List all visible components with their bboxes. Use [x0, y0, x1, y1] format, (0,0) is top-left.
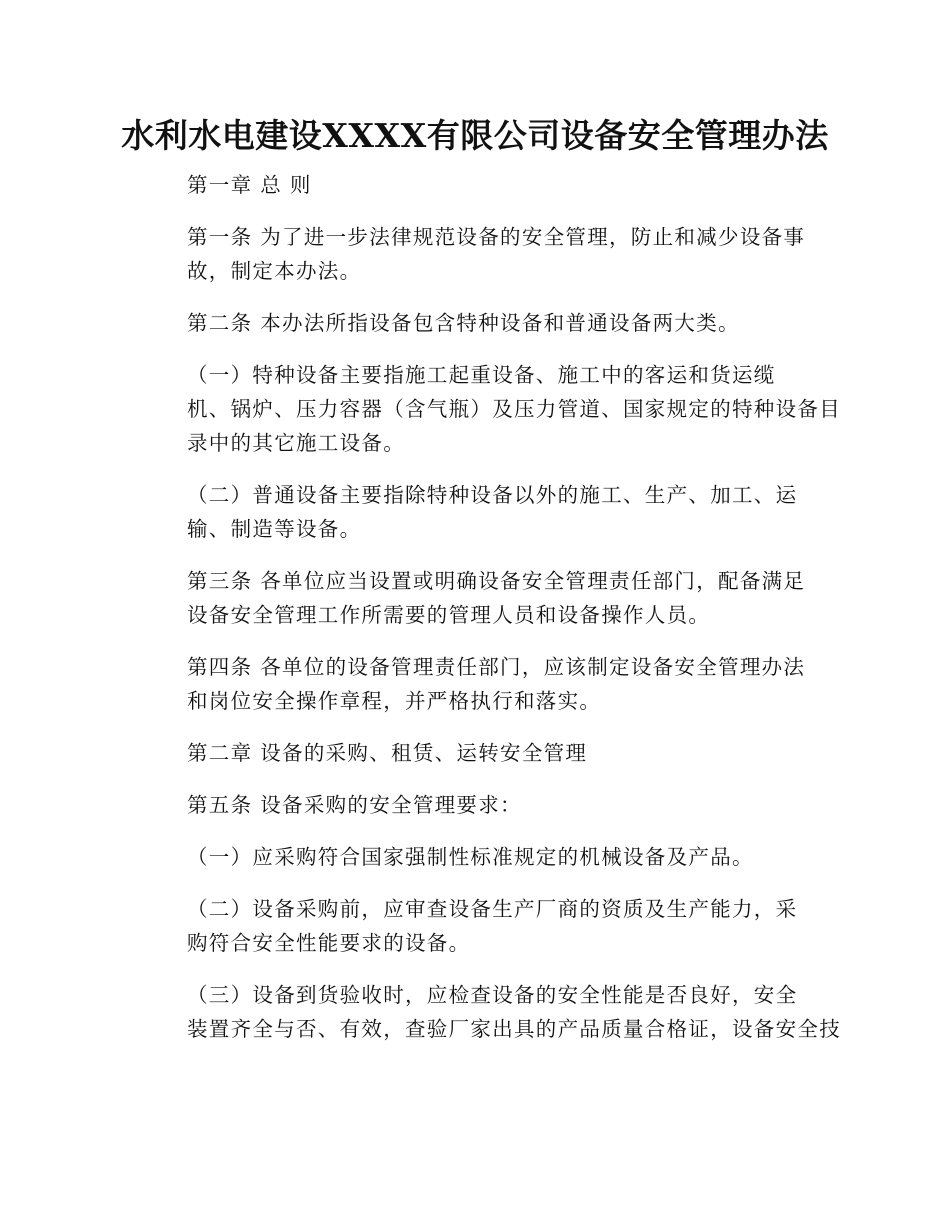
text-line: 第二章 设备的采购、租赁、运转安全管理: [187, 741, 588, 765]
paragraph: [141, 358, 841, 460]
text-line: 第四条 各单位的设备管理责任部门，应该制定设备安全管理办法: [187, 655, 806, 679]
paragraph: [141, 168, 809, 202]
text-line: 机、锅炉、压力容器（含气瓶）及压力管道、国家规定的特种设备目: [187, 397, 841, 421]
paragraph: [141, 306, 809, 340]
paragraph: [141, 478, 809, 546]
text-line: （一）特种设备主要指施工起重设备、施工中的客运和货运缆: [187, 363, 776, 387]
text-line: 和岗位安全操作章程，并严格执行和落实。: [187, 689, 602, 713]
paragraph: [141, 650, 809, 718]
paragraph: [141, 978, 841, 1046]
text-line: 录中的其它施工设备。: [187, 431, 405, 455]
text-line: （三）设备到货验收时，应检查设备的安全性能是否良好，安全: [187, 983, 798, 1007]
paragraph: [141, 840, 809, 874]
document-title: 水利水电建设XXXX有限公司设备安全管理办法: [121, 116, 829, 155]
paragraph: [141, 788, 809, 822]
paragraph: [141, 892, 809, 960]
text-line: 第三条 各单位应当设置或明确设备安全管理责任部门，配备满足: [187, 569, 806, 593]
text-line: 设备安全管理工作所需要的管理人员和设备操作人员。: [187, 603, 711, 627]
text-line: （二）普通设备主要指除特种设备以外的施工、生产、加工、运: [187, 483, 798, 507]
document-body: [141, 168, 841, 1064]
text-line: 输、制造等设备。: [187, 517, 362, 541]
paragraph: [141, 220, 809, 288]
text-line: （二）设备采购前，应审查设备生产厂商的资质及生产能力，采: [187, 897, 798, 921]
text-line: 第二条 本办法所指设备包含特种设备和普通设备两大类。: [187, 311, 740, 335]
paragraph: [141, 564, 809, 632]
text-line: 故，制定本办法。: [187, 259, 362, 283]
paragraph: [141, 736, 809, 770]
text-line: 购符合安全性能要求的设备。: [187, 931, 471, 955]
text-line: （一）应采购符合国家强制性标准规定的机械设备及产品。: [187, 845, 754, 869]
text-line: 装置齐全与否、有效，查验厂家出具的产品质量合格证，设备安全技: [187, 1017, 841, 1041]
text-line: 第一章 总 则: [187, 173, 312, 197]
text-line: 第一条 为了进一步法律规范设备的安全管理，防止和减少设备事: [187, 225, 806, 249]
text-line: 第五条 设备采购的安全管理要求：: [187, 793, 522, 817]
